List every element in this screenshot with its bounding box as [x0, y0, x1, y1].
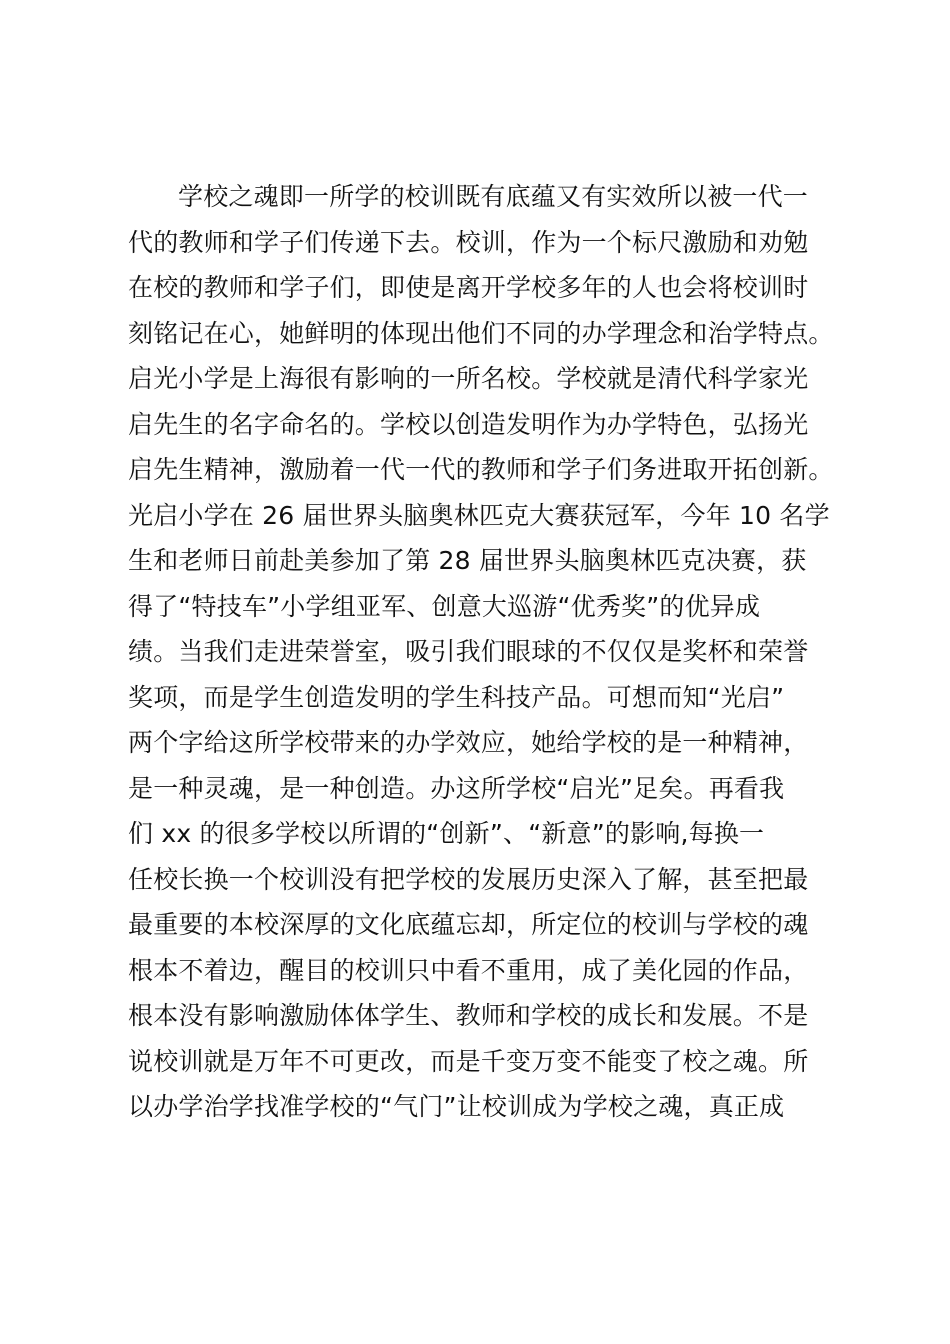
text-line: 在校的教师和学子们，即使是离开学校多年的人也会将校训时: [128, 273, 809, 302]
text-line: 得了“特技车”小学组亚军、创意大巡游“优秀奖”的优异成: [128, 591, 761, 621]
text-line: 学校之魂即一所学的校训既有底蕴又有实效所以被一代一: [178, 182, 809, 211]
text-line: 最重要的本校深厚的文化底蕴忘却，所定位的校训与学校的魂: [128, 910, 809, 939]
text-line: 刻铭记在心，她鲜明的体现出他们不同的办学理念和治学特点。: [128, 318, 834, 348]
text-line: 奖项，而是学生创造发明的学生科技产品。可想而知“光启”: [128, 682, 785, 712]
text-line: 根本没有影响激励体体学生、教师和学校的成长和发展。不是: [128, 1001, 809, 1030]
text-line: 以办学治学找准学校的“气门”让校训成为学校之魂，真正成: [128, 1092, 785, 1121]
text-line: 们 xx 的很多学校以所谓的“创新”、“新意”的影响,每换一: [128, 819, 765, 848]
text-line: 绩。当我们走进荣誉室，吸引我们眼球的不仅仅是奖杯和荣誉: [128, 637, 809, 666]
text-line: 两个字给这所学校带来的办学效应，她给学校的是一种精神，: [128, 728, 809, 757]
text-line: 任校长换一个校训没有把学校的发展历史深入了解，甚至把最: [128, 864, 809, 894]
text-line: 生和老师日前赴美参加了第 28 届世界头脑奥林匹克决赛，获: [128, 546, 807, 575]
text-line: 是一种灵魂，是一种创造。办这所学校“启光”足矣。再看我: [128, 773, 785, 803]
text-line: 启先生精神，激励着一代一代的教师和学子们务进取开拓创新。: [128, 455, 834, 484]
text-line: 代的教师和学子们传递下去。校训，作为一个标尺激励和劝勉: [128, 227, 809, 257]
text-line: 说校训就是万年不可更改，而是千变万变不能变了校之魂。所: [128, 1046, 809, 1076]
text-line: 启先生的名字命名的。学校以创造发明作为办学特色，弘扬光: [128, 409, 809, 439]
text-line: 启光小学是上海很有影响的一所名校。学校就是清代科学家光: [128, 364, 809, 393]
body-paragraph: [128, 174, 848, 1130]
text-line: 光启小学在 26 届世界头脑奥林匹克大赛获冠军，今年 10 名学: [128, 500, 830, 530]
text-line: 根本不着边，醒目的校训只中看不重用，成了美化园的作品，: [128, 955, 809, 985]
